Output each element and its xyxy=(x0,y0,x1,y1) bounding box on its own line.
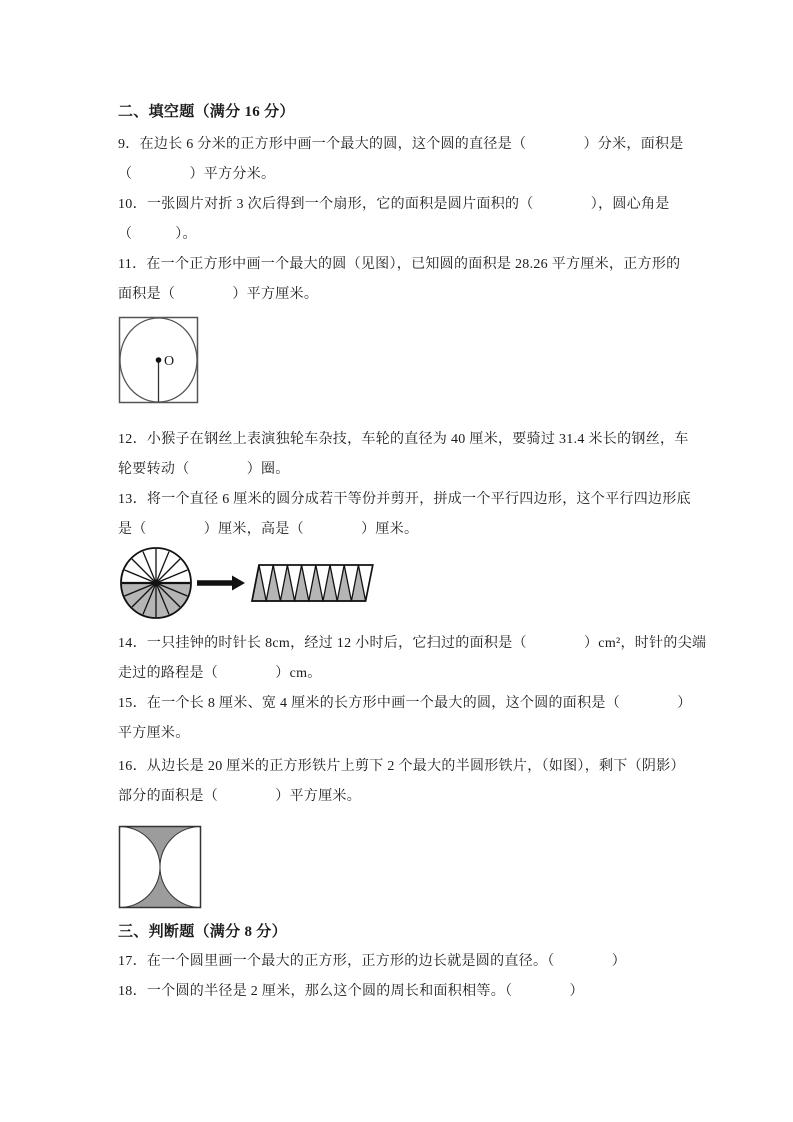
section-fill-in-title: 二、填空题（满分 16 分） xyxy=(118,104,295,120)
question-12-line-1: 12．小猴子在钢丝上表演独轮车杂技，车轮的直径为 40 厘米，要骑过 31.4 米长的钢丝，车 xyxy=(118,432,689,447)
figure-circle-to-parallelogram xyxy=(118,545,718,625)
question-14-line-1: 14．一只挂钟的时针长 8cm，经过 12 小时后，它扫过的面积是（ ）cm²，时针的尖端 xyxy=(118,636,707,651)
question-18-line-1: 18．一个圆的半径是 2 厘米，那么这个圆的周长和面积相等。（ ） xyxy=(118,984,584,999)
figure-inscribed-circle xyxy=(118,316,718,404)
sector-rearrange-figure xyxy=(118,545,378,625)
question-13-line-2: 是（ ）厘米，高是（ ）厘米。 xyxy=(118,522,419,537)
question-13-line-1: 13．将一个直径 6 厘米的圆分成若干等份并剪开，拼成一个平行四边形，这个平行四边形底 xyxy=(118,492,691,507)
question-11-line-1: 11．在一个正方形中画一个最大的圆（见图），已知圆的面积是 28.26 平方厘米，正方形的 xyxy=(118,257,681,272)
question-16-line-2: 部分的面积是（ ）平方厘米。 xyxy=(118,789,362,804)
parallelogram-of-sectors xyxy=(252,565,373,601)
inscribed-circle-figure xyxy=(118,316,206,404)
question-12-line-2: 轮要转动（ ）圈。 xyxy=(118,462,290,477)
question-15-line-1: 15．在一个长 8 厘米、宽 4 厘米的长方形中画一个最大的圆，这个圆的面积是（ ） xyxy=(118,696,692,711)
question-14-line-2: 走过的路程是（ ）cm。 xyxy=(118,666,322,681)
square-semicircles-figure xyxy=(118,825,202,909)
question-11-line-2: 面积是（ ）平方厘米。 xyxy=(118,287,319,302)
section-judge-title: 三、判断题（满分 8 分） xyxy=(118,924,287,940)
question-9-line-1: 9．在边长 6 分米的正方形中画一个最大的圆，这个圆的直径是（ ）分米，面积是 xyxy=(118,137,684,152)
sector-lines xyxy=(122,549,190,617)
question-9-line-2: （ ）平方分米。 xyxy=(118,167,276,182)
question-15-line-2: 平方厘米。 xyxy=(118,726,190,741)
arrow-icon xyxy=(197,576,245,591)
center-dot xyxy=(156,357,162,363)
question-17-line-1: 17．在一个圆里画一个最大的正方形，正方形的边长就是圆的直径。（ ） xyxy=(118,954,627,969)
worksheet-content xyxy=(118,0,718,1007)
question-10-line-1: 10．一张圆片对折 3 次后得到一个扇形，它的面积是圆片面积的（ ），圆心角是 xyxy=(118,197,670,212)
question-10-line-2: （ ）。 xyxy=(118,227,197,242)
question-16-line-1: 16．从边长是 20 厘米的正方形铁片上剪下 2 个最大的半圆形铁片，（如图），剩下（阴影） xyxy=(118,759,685,774)
figure-square-semicircles xyxy=(118,825,718,909)
center-label: O xyxy=(164,354,175,369)
